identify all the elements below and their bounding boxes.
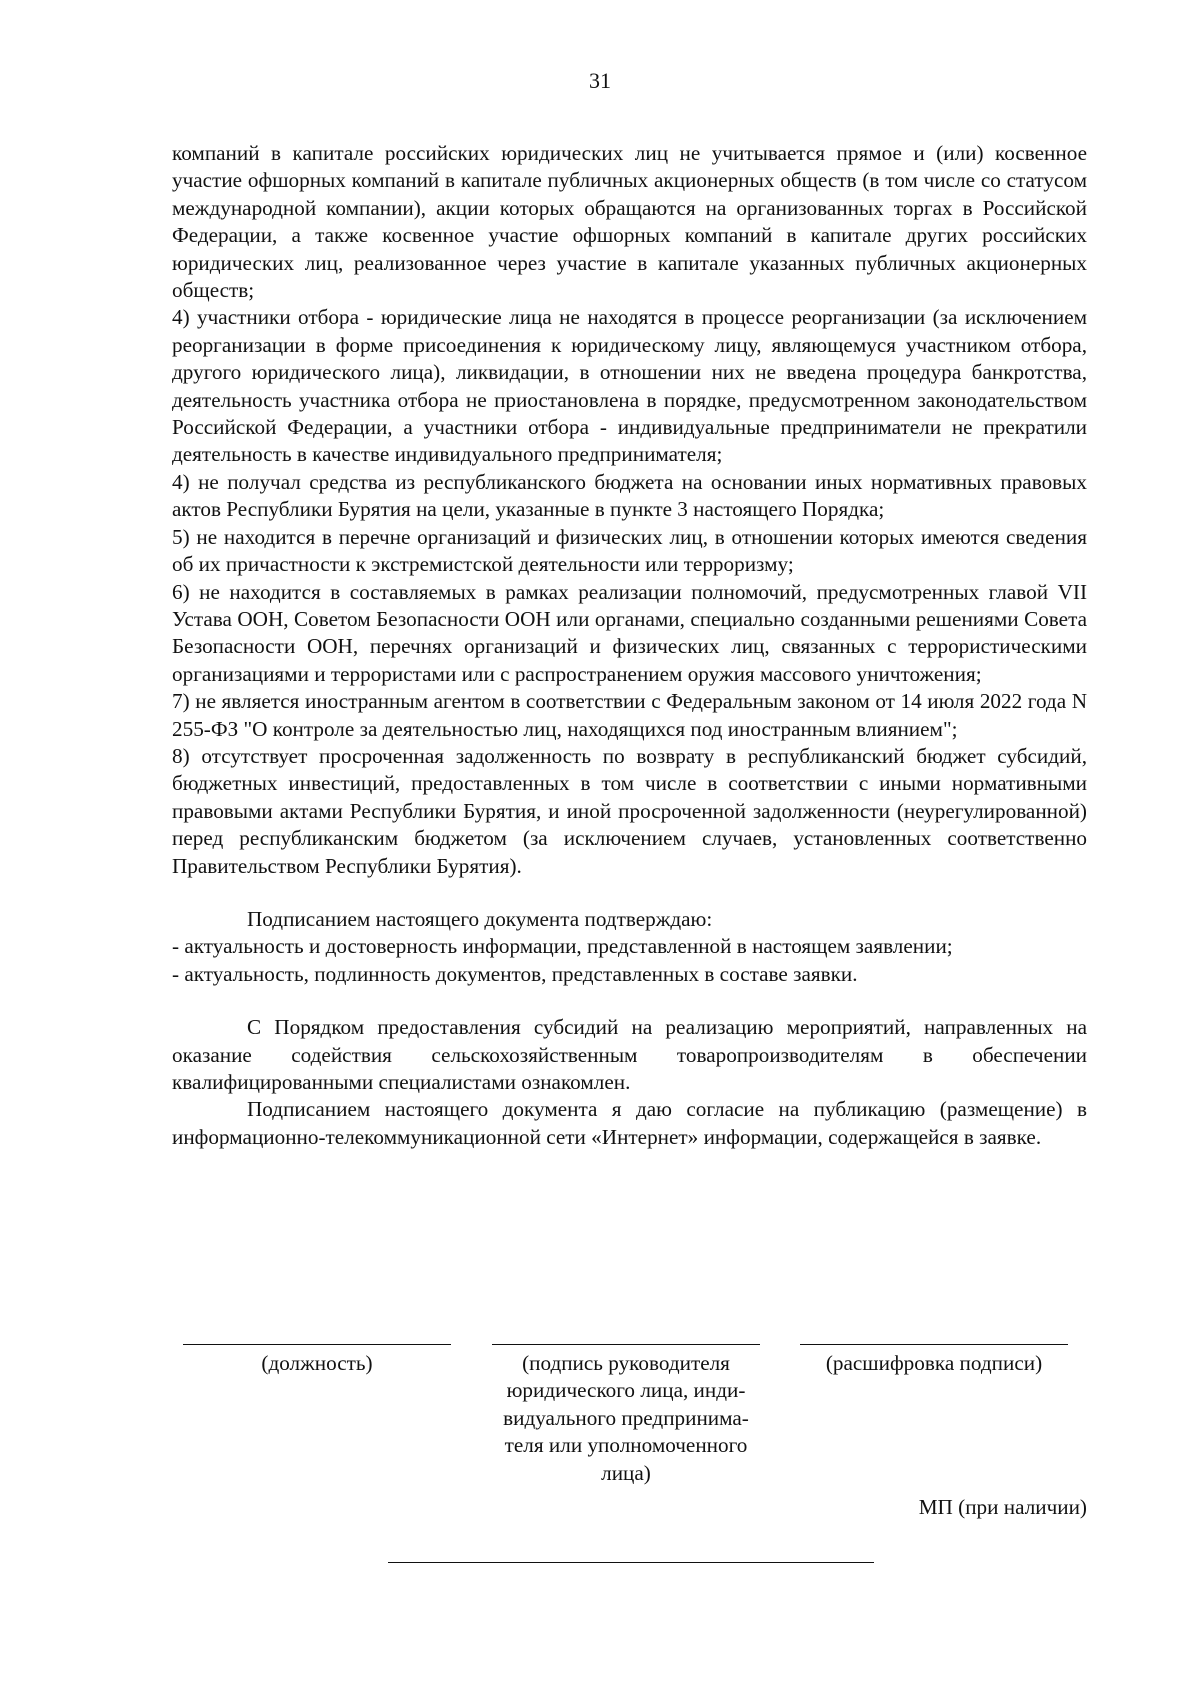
signature-line	[492, 1344, 760, 1345]
position-signature-line	[183, 1344, 451, 1345]
position-caption: (должность)	[261, 1351, 373, 1375]
signature-caption-line: лица)	[601, 1460, 651, 1485]
decoding-caption: (расшифровка подписи)	[825, 1351, 1043, 1375]
signature-caption	[472, 1350, 780, 1487]
paragraph-confirmation-documents: - актуальность, подлинность документов, представленных в составе заявки.	[172, 961, 858, 986]
paragraph-gap	[172, 988, 1087, 1014]
document-body	[172, 140, 1087, 1151]
paragraph-gap	[172, 880, 1087, 906]
paragraph-confirmation-info: - актуальность и достоверность информации, представленной в настоящем заявлении;	[172, 934, 953, 959]
paragraph-item-4-reorganization: 4) участники отбора - юридические лица не находятся в процессе реорганизации (за исключением реорганизации в форме присоединения к юридическому лицу, являющемуся участником отбора, другого юридического лица), ликвидации, в отношении них не введена процедура банкротства, деятельность участника отбора не приостановлена в порядке, предусмотренном законодательством Российской Федерации, а участники отбора - индивидуальные предприниматели не прекратили деятельность в качестве индивидуального предпринимателя;	[172, 305, 1087, 467]
paragraph-item-7-foreign-agent: 7) не является иностранным агентом в соответствии с Федеральным законом от 14 июля 2022 года N 255-ФЗ "О контроле за деятельностью лиц, находящихся под иностранным влиянием";	[172, 689, 1087, 741]
signature-caption-line: юридического лица, инди-	[506, 1378, 746, 1403]
paragraph-item-6-un-lists: 6) не находится в составляемых в рамках реализации полномочий, предусмотренных главой VII Устава ООН, Советом Безопасности ООН или органами, специально созданными решениями Совета Безопасности ООН, перечнях организаций и физических лиц, связанных с террористическими организациями и террористами или с распространением оружия массового уничтожения;	[172, 579, 1087, 686]
paragraph-confirmation-intro: Подписанием настоящего документа подтверждаю:	[247, 906, 713, 931]
stamp-note: МП (при наличии)	[918, 1495, 1087, 1519]
paragraph-offshore-participation: компаний в капитале российских юридических лиц не учитывается прямое и (или) косвенное участие офшорных компаний в капитале публичных акционерных обществ (в том числе со статусом международной компании), акции которых обращаются на организованных торгах в Российской Федерации, а также косвенное участие офшорных компаний в капитале других российских юридических лиц, реализованное через участие в капитале указанных публичных акционерных обществ;	[172, 141, 1087, 303]
paragraph-publication-consent: Подписанием настоящего документа я даю согласие на публикацию (размещение) в информационно-телекоммуникационной сети «Интернет» информации, содержащейся в заявке.	[172, 1097, 1087, 1149]
bottom-separator-line	[388, 1562, 874, 1563]
decoding-signature-line	[800, 1344, 1068, 1345]
paragraph-item-4-budget-funds: 4) не получал средства из республиканского бюджета на основании иных нормативных правовых актов Республики Бурятия на цели, указанные в пункте 3 настоящего Порядка;	[172, 469, 1087, 522]
paragraph-item-5-extremism: 5) не находится в перечне организаций и физических лиц, в отношении которых имеются сведения об их причастности к экстремистской деятельности или терроризму;	[172, 524, 1087, 577]
signature-caption-line: теля или уполномоченного	[504, 1433, 748, 1458]
signature-caption-line: видуального предпринима-	[503, 1405, 749, 1430]
paragraph-procedure-acknowledgement: С Порядком предоставления субсидий на реализацию мероприятий, направленных на оказание содействия сельскохозяйственным товаропроизводителям в обеспечении квалифицированными специалистами ознакомлен.	[172, 1015, 1087, 1094]
page-number: 31	[589, 68, 611, 93]
signature-caption-line: (подпись руководителя	[522, 1351, 730, 1375]
paragraph-item-8-debt: 8) отсутствует просроченная задолженность по возврату в республиканский бюджет субсидий, бюджетных инвестиций, предоставленных в том числе в соответствии с иными нормативными правовыми актами Республики Бурятия, и иной просроченной задолженности (неурегулированной) перед республиканским бюджетом (за исключением случаев, установленных соответственно Правительством Республики Бурятия).	[172, 743, 1087, 878]
